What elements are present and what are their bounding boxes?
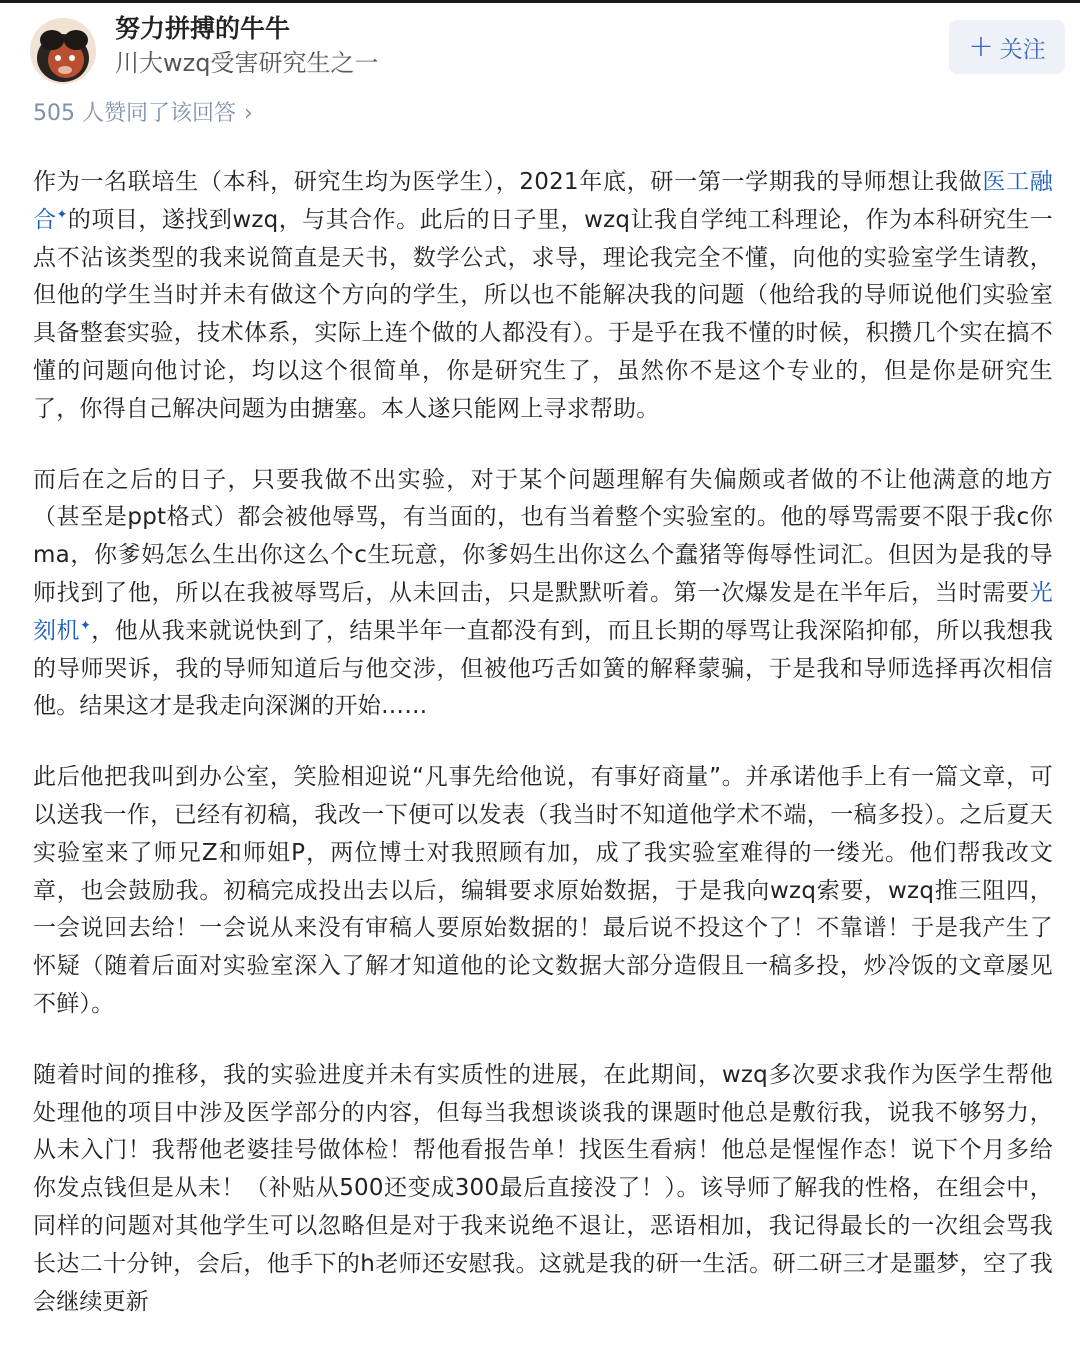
- author-bio: 川大wzq受害研究生之一: [115, 49, 379, 77]
- paragraph-2: [33, 462, 1053, 727]
- plus-icon: +: [968, 29, 994, 64]
- follow-label: 关注: [999, 36, 1046, 63]
- paragraph-1-text-a: 作为一名联培生（本科，研究生均为医学生），2021年底，研一第一学期我的导师想让我做: [33, 169, 983, 195]
- follow-button[interactable]: [949, 20, 1065, 74]
- avatar[interactable]: [30, 18, 96, 84]
- paragraph-1-text-b: 的项目，遂找到wzq，与其合作。此后的日子里，wzq让我自学纯工科理论，作为本科研究生一点不沾该类型的我来说简直是天书，数学公式，求导，理论我完全不懂，向他的实验室学生请教，但他的学生当时并未有做这个方向的学生，所以也不能解决我的问题（他给我的导师说他们实验室具备整套实验，技术体系，实际上连个做的人都没有）。于是乎在我不懂的时候，积攒几个实在搞不懂的问题向他讨论，均以这个很简单，你是研究生了，虽然你不是这个专业的，但是你是研究生了，你得自己解决问题为由搪塞。本人遂只能网上寻求帮助。: [33, 206, 1053, 422]
- likes-text: 505 人赞同了该回答: [33, 101, 236, 126]
- paragraph-3: 此后他把我叫到办公室，笑脸相迎说“凡事先给他说，有事好商量”。并承诺他手上有一篇文章，可以送我一作，已经有初稿，我改一下便可以发表（我当时不知道他学术不端，一稿多投）。之后夏天实验室来了师兄Z和师姐P，两位博士对我照顾有加，成了我实验室难得的一缕光。他们帮我改文章，也会鼓励我。初稿完成投出去以后，编辑要求原始数据，于是我向wzq索要，wzq推三阻四，一会说回去给！一会说从来没有审稿人要原始数据的！最后说不投这个了！不靠谱！于是我产生了怀疑（随着后面对实验室深入了解才知道他的论文数据大部分造假且一稿多投，炒冷饭的文章屡见不鲜）。: [33, 764, 1053, 1017]
- paragraph-2-text-a: 而后在之后的日子，只要我做不出实验，对于某个问题理解有失偏颇或者做的不让他满意的地方（甚至是ppt格式）都会被他辱骂，有当面的，也有当着整个实验室的。他的辱骂需要不限于我c你ma，你爹妈怎么生出你这么个c生玩意，你爹妈生出你这么个蠢猪等侮辱性词汇。但因为是我的导师找到了他，所以在我被辱骂后，从未回击，只是默默听着。第一次爆发是在半年后，当时需要: [33, 466, 1053, 606]
- paragraph-2-text-b: ，他从我来就说快到了，结果半年一直都没有到，而且长期的辱骂让我深陷抑郁，所以我想我的导师哭诉，我的导师知道后与他交涉，但被他巧舌如簧的解释蒙骗，于是我和导师选择再次相信他。结果这才是我走向深渊的开始……: [33, 617, 1054, 720]
- author-header: [0, 0, 1080, 96]
- paragraph-1: [33, 164, 1053, 429]
- chevron-right-icon: ›: [244, 101, 253, 126]
- author-name[interactable]: 努力拼搏的牛牛: [115, 14, 291, 43]
- search-link-icon: ✦: [79, 618, 92, 634]
- avatar-image: [30, 18, 96, 84]
- likes-summary[interactable]: [33, 100, 253, 128]
- search-link-icon: ✦: [56, 207, 68, 223]
- link-medical-engineering-label: 医工融合: [33, 169, 1053, 233]
- link-lithography-machine-label: 光刻机: [33, 579, 1053, 644]
- answer-content: [33, 164, 1053, 1354]
- paragraph-4: 随着时间的推移，我的实验进度并未有实质性的进展，在此期间，wzq多次要求我作为医学生帮他处理他的项目中涉及医学部分的内容，但每当我想谈谈我的课题时他总是敷衍我，说我不够努力，从未入门！我帮他老婆挂号做体检！帮他看报告单！找医生看病！他总是惺惺作态！说下个月多给你发点钱但是从未！（补贴从500还变成300最后直接没了！）。该导师了解我的性格，在组会中，同样的问题对其他学生可以忽略但是对于我来说绝不退让，恶语相加，我记得最长的一次组会骂我长达二十分钟，会后，他手下的h老师还安慰我。这就是我的研一生活。研二研三才是噩梦，空了我会继续更新: [33, 1061, 1053, 1315]
